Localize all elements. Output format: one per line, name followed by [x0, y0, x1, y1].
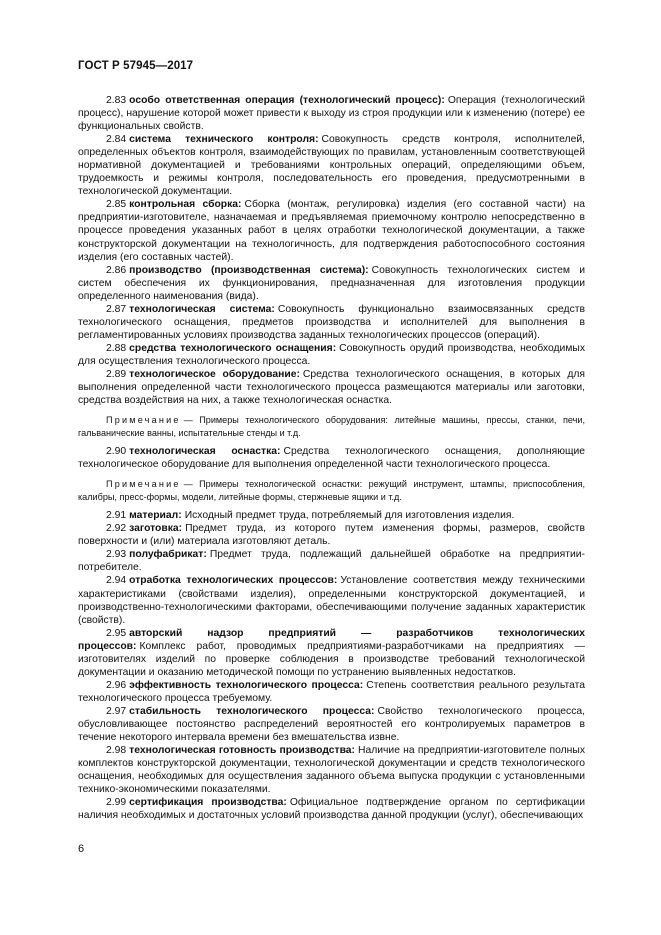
term-name: материал:: [129, 510, 182, 522]
term-name: особо ответственная операция (технологический процесс):: [129, 95, 445, 106]
term-definition: Предмет труда, подлежащий дальнейшей обработке на предприятии-потребителе.: [78, 549, 585, 574]
term-number: 2.97: [106, 705, 127, 717]
term-number: 2.94: [106, 575, 127, 587]
term-definition: Совокупность технологических систем и систем обеспечения их функционирования, предназначенная для изготовления продукции определенного наименования (вида).: [78, 264, 585, 302]
term-entry-2-87: [78, 303, 585, 342]
term-entry-2-97: [78, 705, 585, 744]
term-definition: Предмет труда, из которого путем изменения формы, размеров, свойств поверхности и (или) материала изготовляют деталь.: [78, 523, 585, 548]
term-name: система технического контроля:: [129, 134, 319, 146]
term-number: 2.84: [106, 134, 127, 146]
term-number: 2.91: [106, 510, 127, 522]
term-number: 2.93: [106, 549, 127, 561]
page-number: 6: [78, 843, 85, 855]
term-definition: Степень соответствия реального результата технологического процесса требуемому.: [78, 679, 585, 704]
term-name: производство (производственная система):: [129, 264, 369, 276]
term-number: 2.92: [106, 523, 127, 535]
term-name: авторский надзор предприятий — разработчиков технологических процессов:: [78, 627, 585, 652]
term-number: 2.89: [106, 368, 127, 380]
term-number: 2.96: [106, 679, 127, 691]
term-entry-2-86: [78, 264, 585, 303]
term-entry-2-91: [78, 509, 585, 522]
term-definition: Свойство технологического процесса, обусловливающее постоянство распределений вероятностей его контролируемых параметров в течение некоторого интервала времени без вмешательства извне.: [78, 705, 585, 744]
term-definition: Официальное подтверждение органом по сертификации наличия необходимых и достаточных условий производства данной продукции (услуг), обеспечивающих: [78, 797, 585, 822]
term-entry-2-88: [78, 342, 585, 368]
term-entry-2-95: [78, 627, 585, 679]
note-2-90: [78, 478, 585, 503]
document-body: [78, 94, 585, 822]
note-label: Примечание: [106, 479, 181, 490]
term-name: технологическая оснастка:: [129, 446, 281, 458]
term-definition: Совокупность функционально взаимосвязанных средств технологического оснащения, предметов производства и исполнителей для выполнения в регламентированных условиях производства заданных технологических процессов (операций).: [78, 303, 585, 341]
term-name: полуфабрикат:: [129, 549, 207, 561]
term-definition: Установление соответствия между техническими характеристиками (свойствами изделия), определенными конструкторской документацией, и производственно-технологическими факторами, обеспечивающими получение заданных характеристик (свойств).: [78, 575, 585, 626]
note-label: Примечание: [106, 415, 181, 426]
term-number: 2.98: [106, 745, 127, 757]
term-name: заготовка:: [129, 523, 183, 535]
term-name: стабильность технологического процесса:: [129, 705, 375, 717]
term-name: эффективность технологического процесса:: [129, 679, 364, 691]
note-text: — Примеры технологического оборудования: литейные машины, прессы, станки, печи, гальванические ванны, испытательные стенды и т.д.: [78, 415, 585, 438]
term-number: 2.83: [106, 95, 127, 106]
term-number: 2.90: [106, 446, 127, 458]
term-number: 2.87: [106, 303, 127, 315]
term-definition: Совокупность орудий производства, необходимых для осуществления технологического процесса.: [78, 342, 585, 367]
term-entry-2-92: [78, 522, 585, 548]
term-entry-2-94: [78, 574, 585, 626]
term-entry-2-83: [78, 94, 585, 133]
term-number: 2.88: [106, 342, 127, 354]
term-name: технологическая готовность производства:: [129, 745, 355, 757]
term-entry-2-85: [78, 198, 585, 263]
document-code-header: ГОСТ Р 57945—2017: [78, 60, 194, 72]
term-definition: Комплекс работ, проводимых предприятиями-разработчиками на предприятиях — изготовителях изделий по проверке соблюдения в производстве требований технологической документации и оказанию методической помощи по устранению выявленных недостатков.: [78, 640, 585, 678]
note-text: — Примеры технологической оснастки: режущий инструмент, штампы, приспособления, калибры, пресс-формы, модели, литейные формы, стержневые ящики и т.д.: [78, 479, 585, 502]
term-entry-2-89: [78, 368, 585, 407]
term-definition: Средства технологического оснащения, в которых для выполнения определенной части технологического процесса размещаются материалы или заготовки, средства воздействия на них, а также технологическая оснастка.: [78, 368, 586, 407]
term-number: 2.95: [106, 627, 127, 639]
term-entry-2-93: [78, 548, 585, 574]
term-entry-2-98: [78, 744, 585, 796]
term-name: контрольная сборка:: [129, 199, 242, 211]
term-definition: Совокупность средств контроля, исполнителей, определенных объектов контроля, взаимодействующих по правилам, установленным соответствующей нормативной документацией и требованиями контрольных операций, определяющими объем, трудоемкость и режимы контроля, последовательность его проведения, предусмотренными в технологической документации.: [78, 134, 585, 198]
term-name: средства технологического оснащения:: [129, 342, 337, 354]
term-definition: Средства технологического оснащения, дополняющие технологическое оборудование для выполнения определенной части технологического процесса.: [78, 446, 585, 471]
term-entry-2-90: [78, 445, 585, 471]
term-name: отработка технологических процессов:: [129, 575, 338, 587]
term-name: сертификация производства:: [129, 797, 287, 809]
note-2-89: [78, 414, 585, 439]
term-definition: Наличие на предприятии-изготовителе полных комплектов конструкторской документации, технологической документации и средств технологического оснащения, необходимых для осуществления заданного объема выпуска продукции с установленными технико-экономическими показателями.: [78, 745, 586, 796]
term-definition: Операция (технологический процесс), нарушение которой может привести к выходу из строя продукции или к изменению (потере) ее функциональных свойств.: [78, 95, 586, 133]
term-name: технологическое оборудование:: [129, 368, 300, 380]
term-number: 2.85: [106, 199, 127, 211]
term-definition: Сборка (монтаж, регулировка) изделия (его составной части) на предприятии-изготовителе, назначаемая и предъявляемая приемочному контролю непосредственно в процессе проведения указанных работ в целях отработки технологической документации, а также конструкторской документации на технологичность, для подтверждения работоспособного состояния изделия (его составных частей).: [78, 199, 585, 263]
term-entry-2-96: [78, 679, 585, 705]
term-name: технологическая система:: [129, 303, 275, 315]
term-entry-2-84: [78, 133, 585, 198]
term-entry-2-99: [78, 796, 585, 822]
term-definition: Исходный предмет труда, потребляемый для изготовления изделия.: [184, 510, 515, 522]
term-number: 2.99: [106, 797, 127, 809]
term-number: 2.86: [106, 264, 127, 276]
